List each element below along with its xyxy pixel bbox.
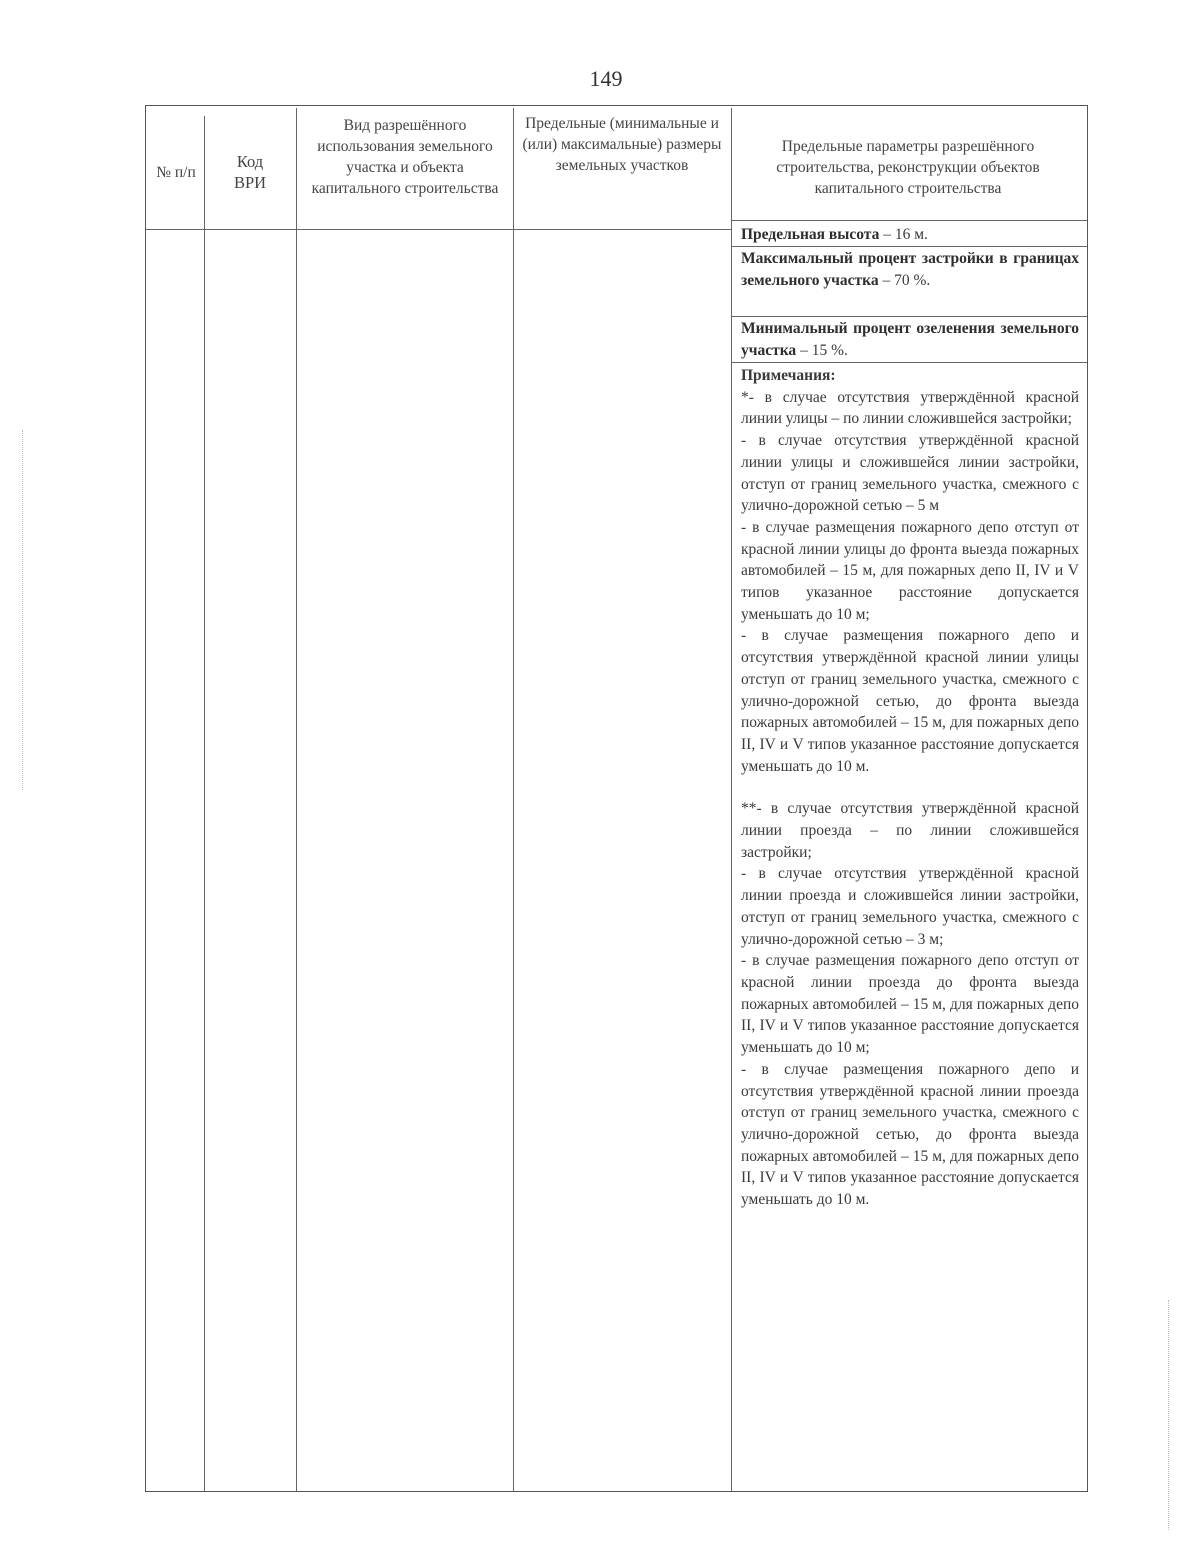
param-min-greening-value: – 15 %. — [796, 341, 848, 359]
header-permitted-use-text: Вид разрешённого использования земельного участка и объекта капитального строительства — [311, 117, 499, 197]
header-permitted-use — [300, 115, 510, 199]
header-bottom-right — [731, 220, 1087, 221]
column-divider-1 — [204, 116, 205, 1492]
header-code-text: Код ВРИ — [233, 152, 267, 192]
notes-title: Примечания: — [741, 367, 836, 384]
note-item: - в случае размещения пожарного депо и отсутствия утверждённой красной линии улицы отступ от границ земельного участка, смежного с улично-дорожной сетью, до фронта выезда пожарных автомобилей – 15 м, для пожарных депо II, IV и V типов указанное расстояние допускается уменьшать до 10 м. — [741, 627, 1079, 775]
param-max-height-value: – 16 м. — [879, 226, 928, 243]
note-item: - в случае размещения пожарного депо отступ от красной линии улицы до фронта выезда пожарных автомобилей – 15 м, для пожарных депо II, IV и V типов указанное расстояние допускается уменьшать до 10 м; — [741, 518, 1079, 623]
note-item: *- в случае отсутствия утверждённой красной линии улицы – по линии сложившейся застройки; — [741, 388, 1079, 428]
header-bottom-left — [146, 229, 731, 230]
notes-block — [741, 365, 1079, 1211]
param-max-coverage-label: Максимальный процент застройки в границах земельного участка — [741, 250, 1079, 289]
param-max-height — [741, 224, 1079, 246]
param-min-greening — [741, 318, 1079, 361]
param-divider-3 — [731, 362, 1087, 363]
header-number-text: № п/п — [156, 163, 196, 181]
header-code — [205, 116, 295, 228]
param-max-coverage-value: – 70 %. — [878, 271, 931, 289]
column-divider-3 — [513, 108, 514, 1492]
param-max-height-label: Предельная высота — [741, 226, 880, 243]
scan-margin-mark-left — [22, 430, 23, 790]
param-divider-1 — [731, 246, 1087, 247]
note-item: **- в случае отсутствия утверждённой красной линии проезда – по линии сложившейся застройки; — [741, 800, 1079, 861]
page-number: 149 — [589, 66, 623, 91]
header-construction-params — [735, 116, 1081, 218]
header-construction-params-text: Предельные параметры разрешённого строительства, реконструкции объектов капитального строительства — [776, 137, 1040, 197]
note-item: - в случае размещения пожарного депо и отсутствия утверждённой красной линии проезда отступ от границ земельного участка, смежного с улично-дорожной сетью, до фронта выезда пожарных автомобилей – 15 м, для пожарных депо II, IV и V типов указанное расстояние допускается уменьшать до 10 м. — [741, 1060, 1079, 1209]
note-item: - в случае размещения пожарного депо отступ от красной линии проезда до фронта выезда пожарных автомобилей – 15 м, для пожарных депо II, IV и V типов указанное расстояние допускается уменьшать до 10 м; — [741, 952, 1079, 1057]
param-divider-2 — [731, 316, 1087, 317]
header-plot-sizes-text: Предельные (минимальные и (или) максимальные) размеры земельных участков — [522, 115, 722, 174]
note-item: - в случае отсутствия утверждённой красной линии проезда и сложившейся линии застройки, отступ от границ земельного участка, смежного с улично-дорожной сетью – 3 м; — [741, 865, 1079, 948]
param-max-coverage — [741, 248, 1079, 291]
note-item: - в случае отсутствия утверждённой красной линии улицы и сложившейся линии застройки, отступ от границ земельного участка, смежного с улично-дорожной сетью – 5 м — [741, 432, 1079, 515]
header-plot-sizes — [517, 113, 727, 176]
header-number — [148, 116, 204, 228]
scan-margin-mark-right — [1168, 1300, 1169, 1530]
param-min-greening-label: Минимальный процент озеленения земельного участка — [741, 320, 1079, 359]
column-divider-2 — [296, 108, 297, 1492]
